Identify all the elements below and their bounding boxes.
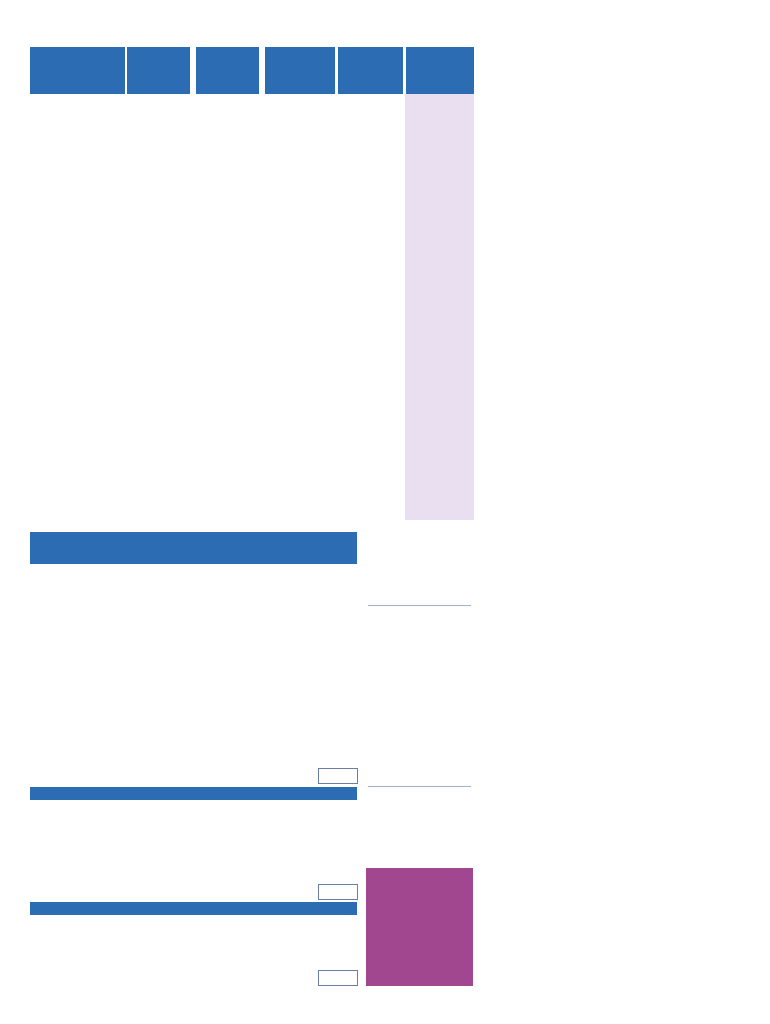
header-general — [196, 47, 259, 94]
header-premium — [127, 47, 190, 94]
foundation-header — [30, 902, 357, 915]
workshops-header — [30, 532, 357, 564]
note-divider-1 — [368, 605, 471, 606]
header-volunteer — [406, 47, 474, 94]
meals-header — [30, 787, 357, 800]
header-partners-expo — [338, 47, 403, 94]
volunteer-column-bg — [405, 94, 474, 520]
subtotal-b-box[interactable] — [318, 884, 358, 900]
header-registration-options — [30, 47, 125, 94]
subtotal-c-box[interactable] — [318, 970, 358, 986]
note-divider-2 — [368, 786, 471, 787]
submit-box — [366, 868, 473, 986]
header-single-day — [265, 47, 335, 94]
subtotal-a-box[interactable] — [318, 768, 358, 784]
